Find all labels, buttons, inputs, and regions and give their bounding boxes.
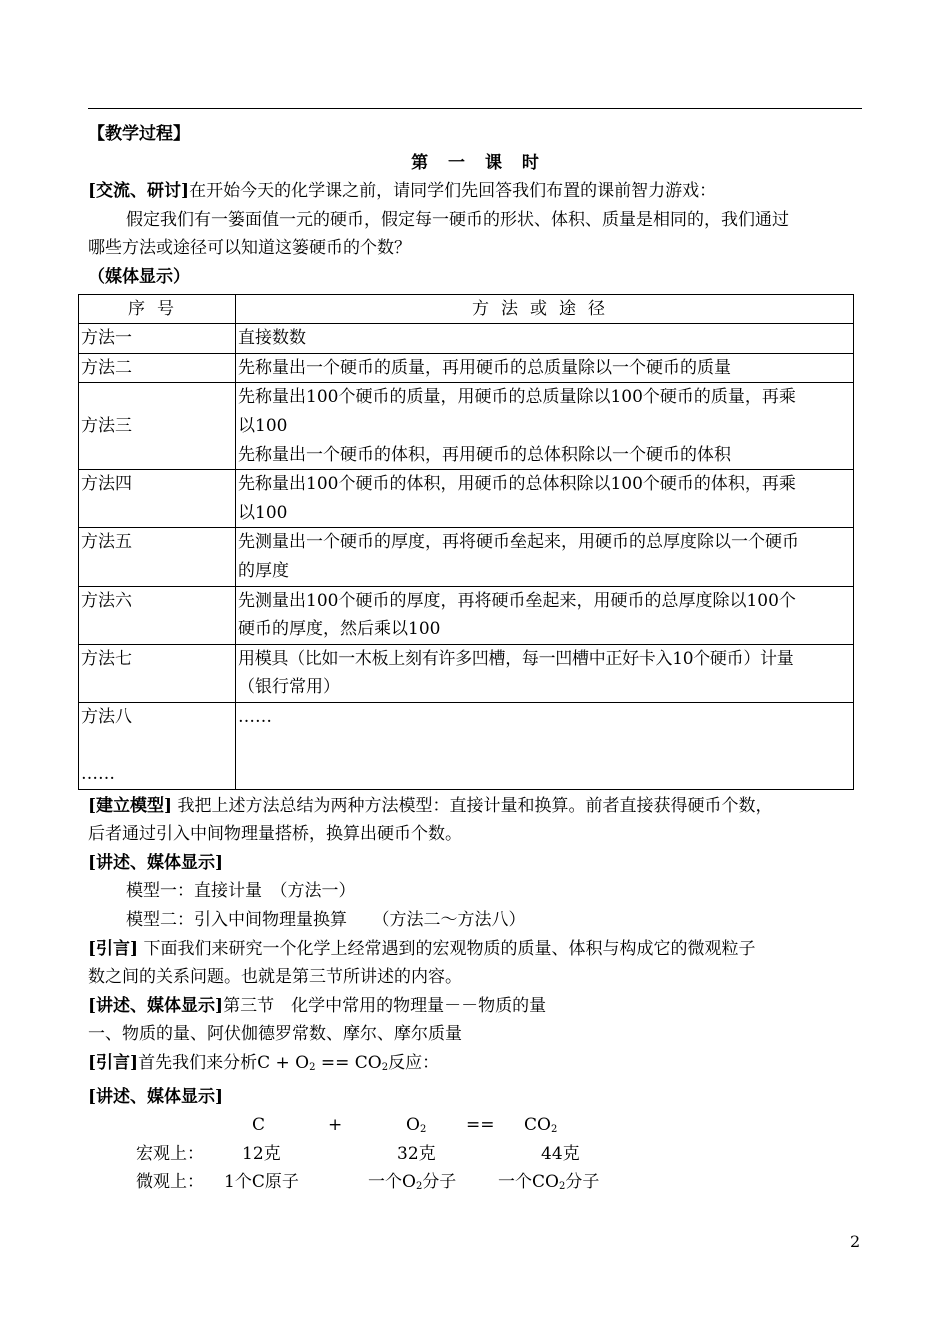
method-desc-line: 以100 bbox=[238, 502, 288, 523]
macro-oxygen: 32克 bbox=[397, 1143, 436, 1164]
lecture-tag-2: [讲述、媒体显示] bbox=[88, 995, 224, 1016]
method-desc bbox=[236, 702, 854, 789]
table-header-row bbox=[79, 294, 854, 324]
method-no-label: 方法三 bbox=[81, 415, 132, 436]
subscript: 2 bbox=[309, 1062, 316, 1073]
subscript: 2 bbox=[550, 1124, 558, 1136]
intro2-text: 下面我们来研究一个化学上经常遇到的宏观物质的质量、体积与构成它的微观粒子 bbox=[143, 938, 756, 959]
macro-label: 宏观上： bbox=[136, 1143, 204, 1164]
macro-co2: 44克 bbox=[541, 1143, 580, 1164]
subscript: 2 bbox=[419, 1124, 427, 1136]
table-row bbox=[79, 528, 854, 586]
eq-sign: == bbox=[466, 1115, 495, 1136]
method-no: 方法四 bbox=[79, 470, 236, 528]
method-no-label: 方法八 bbox=[81, 706, 132, 727]
intro2-line-2: 数之间的关系问题。也就是第三节所讲述的内容。 bbox=[88, 967, 462, 988]
method-desc bbox=[236, 528, 854, 586]
media-label: （媒体显示） bbox=[88, 266, 190, 287]
method-desc bbox=[236, 324, 854, 354]
eq-carbon: C bbox=[252, 1115, 266, 1136]
section-one-title: 一、物质的量、阿伏伽德罗常数、摩尔、摩尔质量 bbox=[88, 1024, 462, 1045]
question-line-1: 假定我们有一篓面值一元的硬币，假定每一硬币的形状、体积、质量是相同的，我们通过 bbox=[126, 209, 789, 230]
lecture-tag-3: [讲述、媒体显示] bbox=[88, 1086, 224, 1107]
micro-co2-tail: 分子 bbox=[565, 1172, 600, 1193]
micro-oxygen-tail: 分子 bbox=[422, 1172, 457, 1193]
table-row bbox=[79, 353, 854, 383]
method-no bbox=[79, 383, 236, 470]
model-tag: [建立模型] bbox=[88, 795, 173, 816]
method-desc-line: 直接数数 bbox=[238, 328, 306, 349]
method-desc-line: 的厚度 bbox=[238, 560, 289, 581]
table-row bbox=[79, 470, 854, 528]
model-line-2: 后者通过引入中间物理量搭桥，换算出硬币个数。 bbox=[88, 824, 462, 845]
intro2-tag: [引言] bbox=[88, 938, 139, 959]
method-desc-line: 以100 bbox=[238, 415, 288, 436]
eq-co2-symbol: CO bbox=[524, 1115, 551, 1136]
method-desc bbox=[236, 353, 854, 383]
lecture-tag-1: [讲述、媒体显示] bbox=[88, 852, 224, 873]
micro-co2-text: 一个CO bbox=[498, 1172, 559, 1193]
intro3-paragraph bbox=[88, 1049, 862, 1083]
method-desc-line: 硬币的厚度，然后乘以100 bbox=[238, 619, 441, 640]
ellipsis-cell: …… bbox=[81, 764, 115, 785]
header-rule bbox=[88, 108, 862, 109]
micro-label: 微观上： bbox=[136, 1172, 204, 1193]
lecture2-text: 第三节 化学中常用的物理量－－物质的量 bbox=[223, 995, 547, 1016]
method-desc bbox=[236, 644, 854, 702]
table-row bbox=[79, 586, 854, 644]
micro-oxygen-text: 一个O bbox=[368, 1172, 416, 1193]
header-no: 序号 bbox=[79, 294, 236, 324]
micro-co2 bbox=[498, 1168, 599, 1202]
intro-tag: [交流、研讨] bbox=[88, 181, 190, 202]
methods-table bbox=[78, 294, 854, 790]
method-no: 方法六 bbox=[79, 586, 236, 644]
model-two: 模型二：引入中间物理量换算 （方法二～方法八） bbox=[126, 910, 526, 931]
intro3-text: 首先我们来分析C + O bbox=[138, 1053, 310, 1073]
method-desc bbox=[236, 383, 854, 470]
table-row bbox=[79, 644, 854, 702]
method-no bbox=[79, 702, 236, 789]
method-desc bbox=[236, 470, 854, 528]
method-desc-line: （银行常用） bbox=[238, 677, 340, 698]
method-desc-line: 先称量出100个硬币的体积，用硬币的总体积除以100个硬币的体积，再乘 bbox=[238, 474, 796, 495]
micro-row bbox=[88, 1168, 862, 1197]
eq-oxygen-symbol: O bbox=[406, 1115, 420, 1136]
method-desc-line: 先测量出一个硬币的厚度，再将硬币垒起来，用硬币的总厚度除以一个硬币 bbox=[238, 532, 799, 553]
intro-paragraph bbox=[88, 177, 862, 206]
macro-row bbox=[88, 1140, 862, 1169]
method-desc-line: 先称量出一个硬币的体积，再用硬币的总体积除以一个硬币的体积 bbox=[238, 444, 731, 465]
macro-carbon: 12克 bbox=[242, 1143, 281, 1164]
method-desc-line: 先称量出一个硬币的质量，再用硬币的总质量除以一个硬币的质量 bbox=[238, 357, 731, 378]
table-row bbox=[79, 324, 854, 354]
model-paragraph bbox=[88, 792, 862, 821]
section-heading: 【教学过程】 bbox=[88, 124, 190, 144]
method-desc-line: 先测量出100个硬币的厚度，再将硬币垒起来，用硬币的总厚度除以100个 bbox=[238, 590, 796, 611]
question-line-2: 哪些方法或途径可以知道这篓硬币的个数？ bbox=[88, 238, 411, 259]
header-method: 方法或途径 bbox=[236, 294, 854, 324]
lesson-title: 第 一 课 时 bbox=[411, 152, 539, 173]
intro3-text: 反应： bbox=[388, 1053, 440, 1073]
table-row bbox=[79, 702, 854, 789]
method-desc bbox=[236, 586, 854, 644]
eq-plus: + bbox=[328, 1115, 343, 1136]
document-body bbox=[81, 120, 862, 1197]
method-desc-line: 先称量出100个硬币的质量，用硬币的总质量除以100个硬币的质量，再乘 bbox=[238, 387, 796, 408]
method-no: 方法五 bbox=[79, 528, 236, 586]
method-no: 方法七 bbox=[79, 644, 236, 702]
equation-row bbox=[88, 1111, 862, 1140]
micro-oxygen bbox=[368, 1168, 456, 1202]
page-number: 2 bbox=[850, 1232, 861, 1251]
method-no: 方法二 bbox=[79, 353, 236, 383]
method-no: 方法一 bbox=[79, 324, 236, 354]
intro3-tag: [引言] bbox=[88, 1053, 139, 1073]
method-desc-line: 用模具（比如一木板上刻有许多凹槽，每一凹槽中正好卡入10个硬币）计量 bbox=[238, 648, 794, 669]
model-text: 我把上述方法总结为两种方法模型：直接计量和换算。前者直接获得硬币个数， bbox=[177, 795, 773, 816]
intro-text: 在开始今天的化学课之前，请同学们先回答我们布置的课前智力游戏： bbox=[189, 181, 717, 202]
micro-carbon: 1个C原子 bbox=[224, 1172, 299, 1193]
intro2-paragraph bbox=[88, 935, 862, 964]
model-one: 模型一：直接计量 （方法一） bbox=[126, 881, 356, 902]
subscript: 2 bbox=[415, 1181, 423, 1193]
intro3-text: == CO bbox=[315, 1053, 382, 1073]
table-row bbox=[79, 383, 854, 470]
method-desc-line: …… bbox=[238, 706, 272, 727]
subscript: 2 bbox=[558, 1181, 566, 1193]
subscript: 2 bbox=[381, 1062, 389, 1073]
lecture2-paragraph bbox=[88, 992, 862, 1021]
